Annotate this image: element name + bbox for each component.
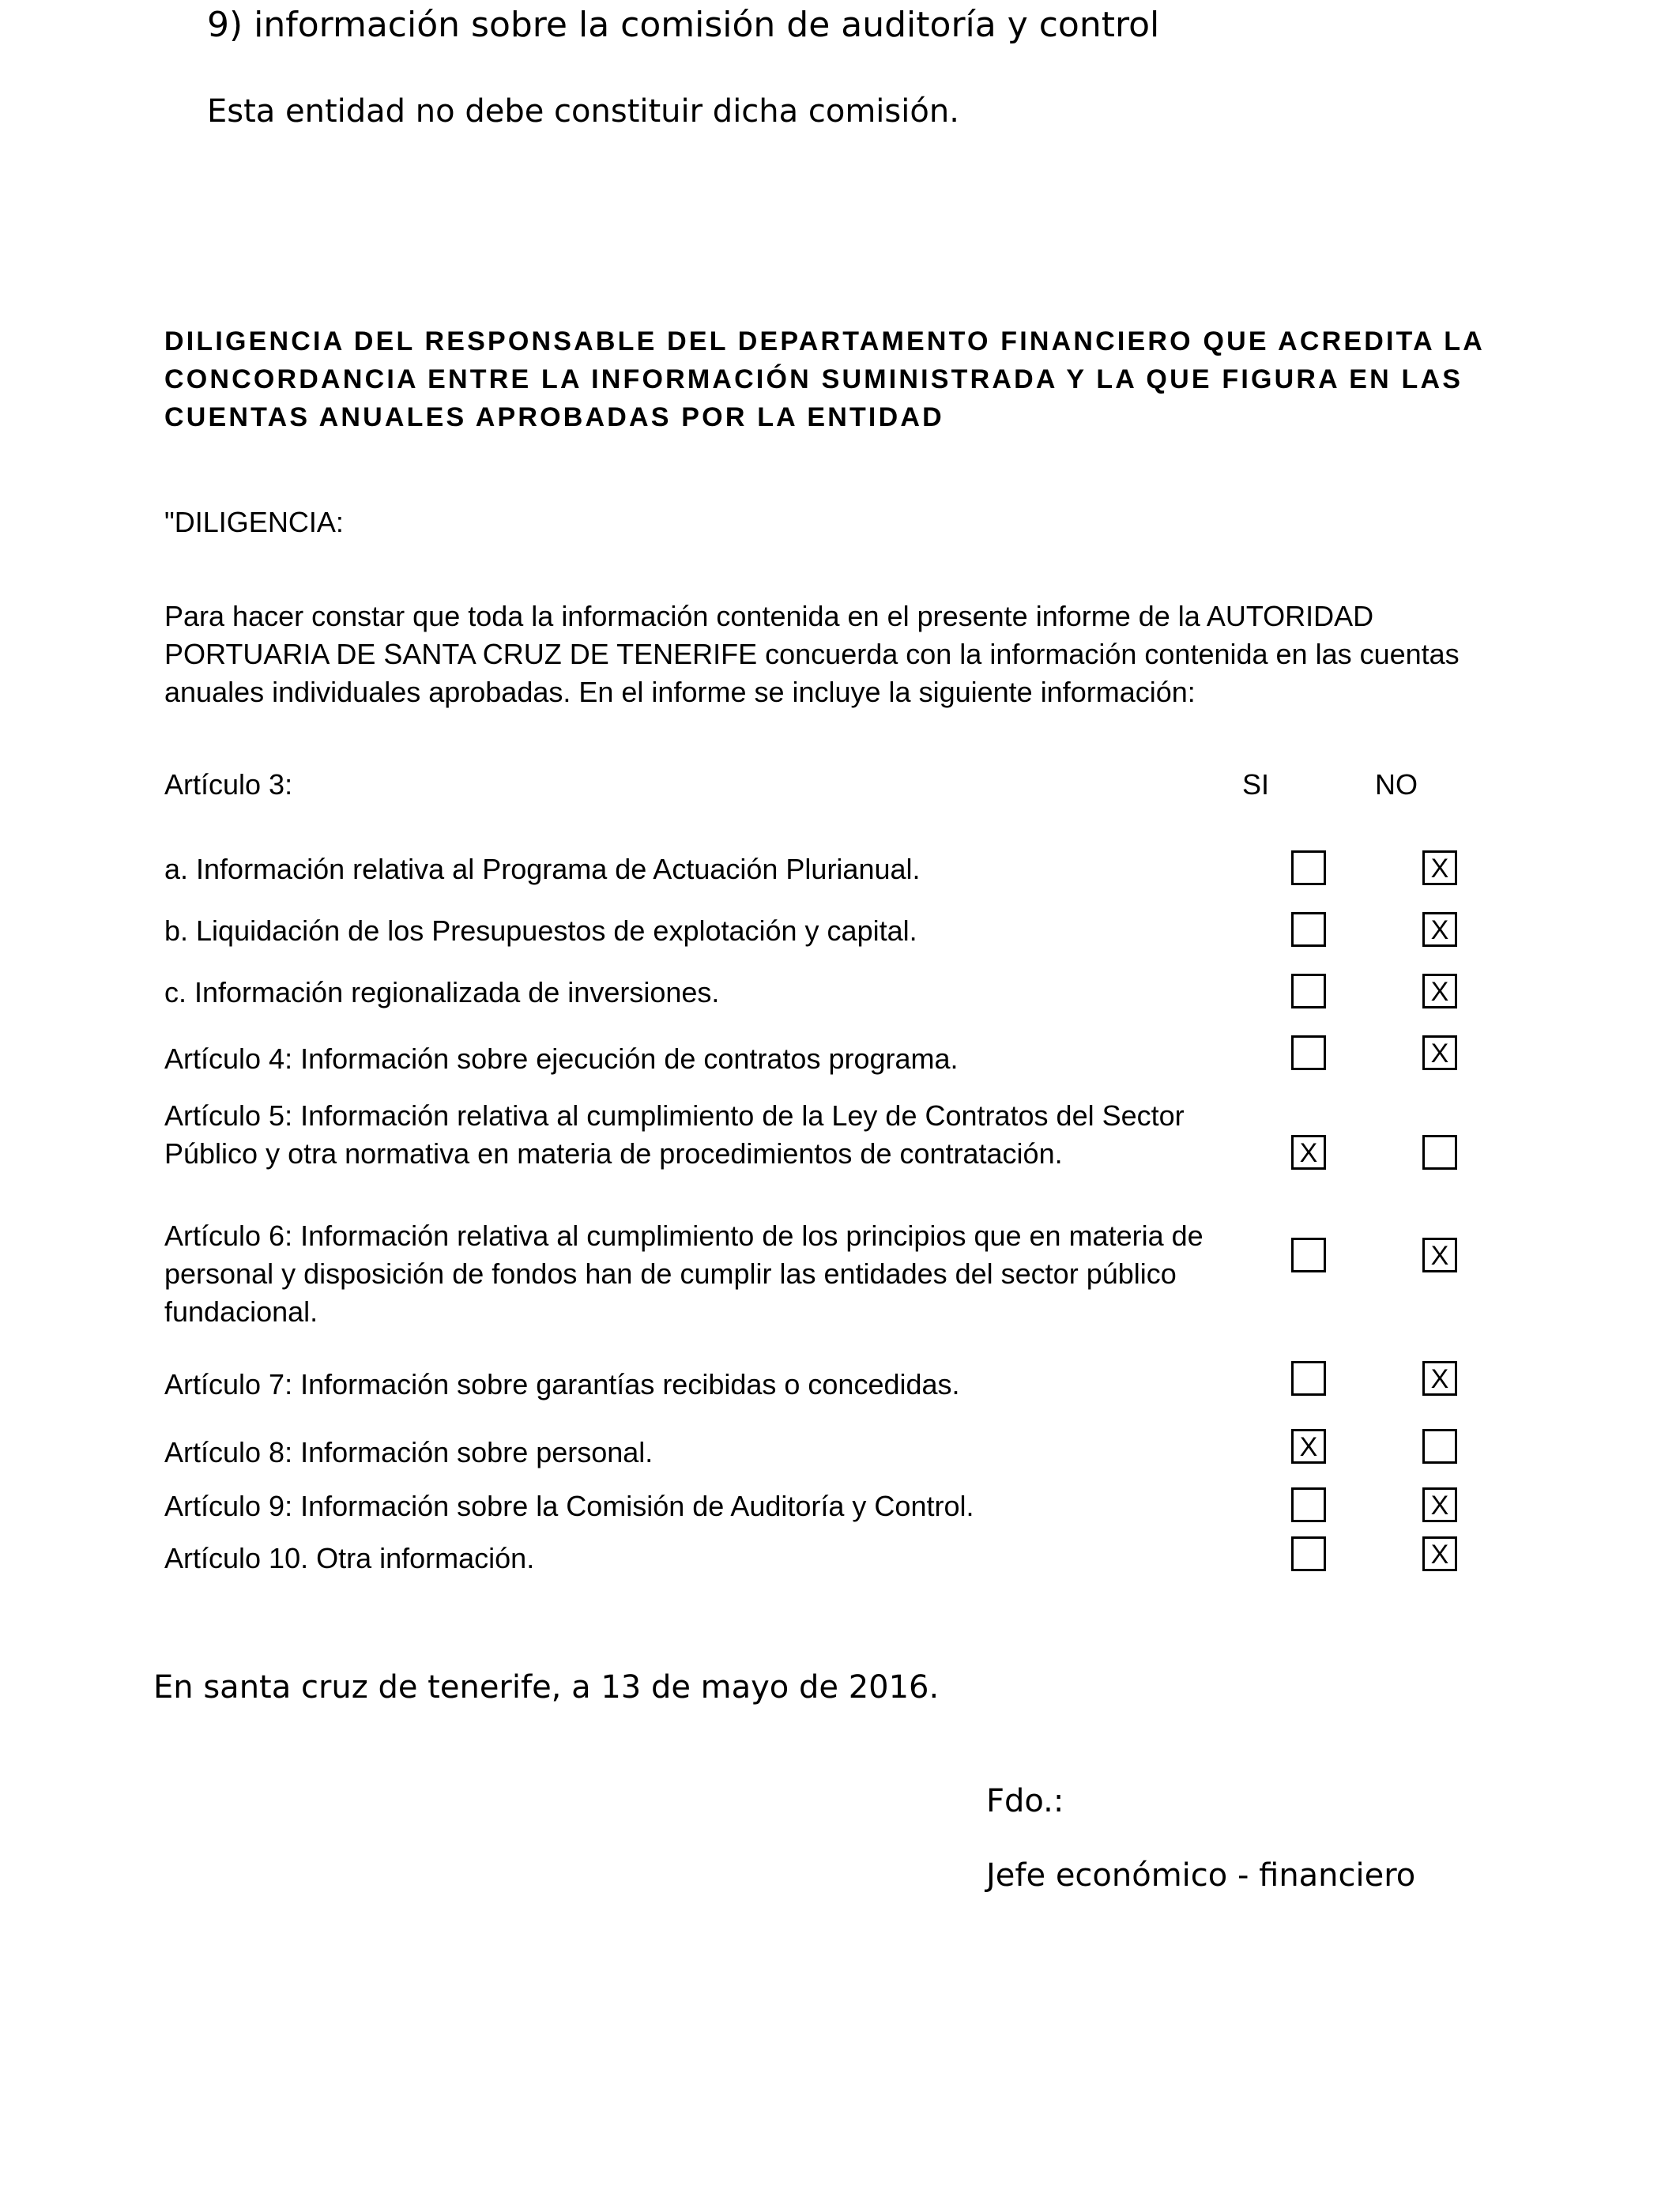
diligencia-paragraph: Para hacer constar que toda la información contenida en el presente informe de la AUTORIDAD PORTUARIA DE SANTA CRUZ DE TENERIFE concuerda con la información contenida en las cuentas anuales individuales aprobadas. En el informe se incluye la siguiente información: [164, 600, 1460, 708]
checkbox-no[interactable]: X [1422, 1487, 1457, 1522]
column-si-label: SI [1242, 768, 1270, 801]
checklist-row-label: Artículo 9: Información sobre la Comisión de Auditoría y Control. [164, 1490, 974, 1522]
checkbox-si[interactable] [1291, 1238, 1326, 1272]
signature-label: Fdo.: [986, 1783, 1064, 1819]
checkbox-no[interactable]: X [1422, 974, 1457, 1008]
checkbox-si[interactable] [1291, 1536, 1326, 1571]
checkbox-si[interactable] [1291, 1361, 1326, 1396]
checkbox-no[interactable] [1422, 1135, 1457, 1170]
checklist-row-label: Artículo 7: Información sobre garantías recibidas o concedidas. [164, 1368, 960, 1400]
place-date: En santa cruz de tenerife, a 13 de mayo de 2016. [153, 1669, 940, 1706]
checkbox-si[interactable] [1291, 1035, 1326, 1070]
checklist-row-label: Artículo 8: Información sobre personal. [164, 1436, 654, 1468]
checklist-row-label: Artículo 4: Información sobre ejecución de contratos programa. [164, 1042, 959, 1075]
checkbox-no[interactable] [1422, 1429, 1457, 1464]
checkbox-no[interactable]: X [1422, 1238, 1457, 1272]
checklist-row-label: Artículo 10. Otra información. [164, 1542, 535, 1574]
checklist-header: Artículo 3: [164, 768, 293, 801]
checkbox-no[interactable]: X [1422, 850, 1457, 885]
diligencia-heading: DILIGENCIA DEL RESPONSABLE DEL DEPARTAMENTO FINANCIERO QUE ACREDITA LA CONCORDANCIA ENTRE LA INFORMACIÓN SUMINISTRADA Y LA QUE FIGURA EN LAS CUENTAS ANUALES APROBADAS POR LA ENTIDAD [164, 326, 1484, 432]
checkbox-si[interactable] [1291, 974, 1326, 1008]
checklist-row-label: b. Liquidación de los Presupuestos de explotación y capital. [164, 914, 917, 947]
checklist-row-label: c. Información regionalizada de inversiones. [164, 976, 720, 1008]
checkbox-si[interactable] [1291, 912, 1326, 947]
checkbox-si[interactable]: X [1291, 1429, 1326, 1464]
checkbox-no[interactable]: X [1422, 1035, 1457, 1070]
checkbox-no[interactable]: X [1422, 912, 1457, 947]
diligencia-opening: "DILIGENCIA: [164, 506, 344, 538]
checkbox-no[interactable]: X [1422, 1361, 1457, 1396]
checkbox-no[interactable]: X [1422, 1536, 1457, 1571]
checklist-row-label: a. Información relativa al Programa de Actuación Plurianual. [164, 853, 921, 885]
checkbox-si[interactable]: X [1291, 1135, 1326, 1170]
checklist-row-label: Artículo 5: Información relativa al cumplimiento de la Ley de Contratos del Sector Público y otra normativa en materia de procedimientos de contratación. [164, 1099, 1185, 1170]
checklist-row-label: Artículo 6: Información relativa al cumplimiento de los principios que en materia de personal y disposición de fondos han de cumplir las entidades del sector público fundacional. [164, 1220, 1203, 1328]
checkbox-si[interactable] [1291, 850, 1326, 885]
checkbox-si[interactable] [1291, 1487, 1326, 1522]
column-no-label: NO [1375, 768, 1418, 801]
section-body: Esta entidad no debe constituir dicha comisión. [207, 93, 959, 130]
signature-title: Jefe económico - financiero [986, 1857, 1416, 1894]
section-title: 9) información sobre la comisión de auditoría y control [207, 5, 1160, 45]
